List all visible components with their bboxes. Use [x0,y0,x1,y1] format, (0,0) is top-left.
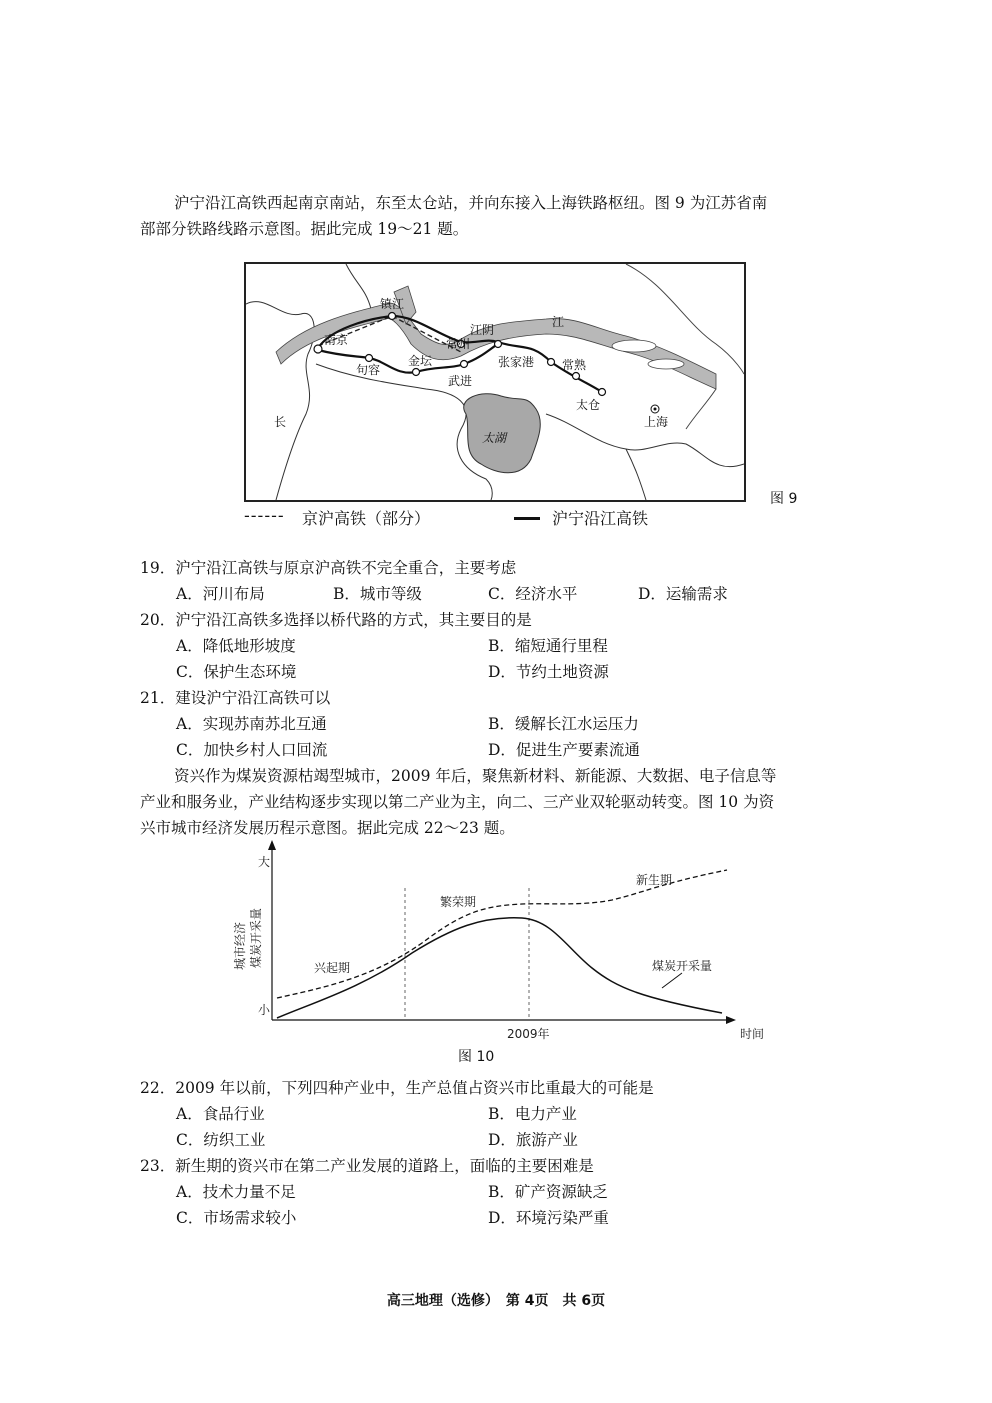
coal-label-pointer [662,973,682,988]
legend-huning-label: 沪宁沿江高铁 [552,509,649,528]
q19-option-d: D．运输需求 [638,585,728,603]
q19-option-b: B．城市等级 [333,585,422,603]
label-jintan: 金坛 [408,354,433,368]
legend-dashed-symbol: ------ [244,506,285,525]
boundary-south [626,449,646,500]
question-20-stem: 20．沪宁沿江高铁多选择以桥代路的方式，其主要目的是 [140,611,532,629]
q21-option-c: C．加快乡村人口回流 [176,741,328,759]
station-taicang [599,389,606,396]
intro-2-line-2: 产业和服务业，产业结构逐步实现以第二产业为主，向二、三产业双轮驱动转变。图 10 为资 [140,793,775,811]
coal-series-label: 煤炭开采量 [652,959,713,973]
y-top-label: 大 [258,855,271,869]
label-jiang: 江 [552,315,565,329]
economy-chart [222,838,772,1048]
q21-option-d: D．促进生产要素流通 [488,741,640,759]
label-zhenjiang: 镇江 [380,297,405,311]
x-axis-label: 时间 [740,1027,765,1041]
y-label-coal: 煤炭开采量 [249,907,263,969]
figure-10-caption: 图 10 [458,1049,495,1065]
series-city-economy [277,870,727,998]
label-nanjing: 南京 [324,333,349,347]
chart-y-arrow [268,840,276,850]
coast-south [686,389,716,429]
label-changshu: 常熟 [562,358,587,372]
shanghai-marker-dot [654,408,657,411]
question-19-stem: 19．沪宁沿江高铁与原京沪高铁不完全重合，主要考虑 [140,559,517,577]
intro-2-line-3: 兴市城市经济发展历程示意图。据此完成 22～23 题。 [140,819,515,837]
label-taicang: 太仓 [576,398,601,412]
railway-map-svg [246,264,744,500]
q20-option-a: A．降低地形坡度 [176,637,296,655]
q21-option-a: A．实现苏南苏北互通 [176,715,327,733]
intro-2-line-1: 资兴作为煤炭资源枯竭型城市，2009 年后，聚焦新材料、新能源、大数据、电子信息等 [174,767,777,785]
label-taihu: 太湖 [482,431,507,445]
x-marker-2009: 2009年 [507,1027,550,1041]
q22-option-a: A．食品行业 [176,1105,265,1123]
intro-1-line-1: 沪宁沿江高铁西起南京南站，东至太仓站，并向东接入上海铁路枢纽。图 9 为江苏省南 [174,194,768,212]
station-nanjing [314,345,322,353]
question-21-stem: 21．建设沪宁沿江高铁可以 [140,689,331,707]
label-zhangjiagang: 张家港 [498,355,535,369]
y-bottom-label: 小 [258,1003,271,1017]
station-jintan [413,369,420,376]
intro-paragraph-2 [140,763,852,841]
q19-option-a: A．河川布局 [176,585,265,603]
island-1 [612,340,656,352]
q23-option-c: C．市场需求较小 [176,1209,297,1227]
label-chang: 长 [274,415,287,429]
q20-option-b: B．缩短通行里程 [488,637,608,655]
phase-boom-label: 繁荣期 [440,895,477,909]
intro-1-line-2: 部部分铁路线路示意图。据此完成 19～21 题。 [140,220,469,238]
q22-option-b: B．电力产业 [488,1105,577,1123]
q22-option-c: C．纺织工业 [176,1131,266,1149]
label-shanghai: 上海 [644,415,669,429]
station-jurong [366,355,373,362]
map-legend [244,506,764,530]
label-wujin: 武进 [448,374,473,388]
q22-option-d: D．旅游产业 [488,1131,578,1149]
boundary-west [246,302,314,500]
question-23-stem: 23．新生期的资兴市在第二产业发展的道路上，面临的主要困难是 [140,1157,594,1175]
label-jurong: 句容 [356,363,381,377]
q20-option-c: C．保护生态环境 [176,663,297,681]
station-zhangjiagang [548,359,555,366]
label-jiangyin: 江阴 [470,323,495,337]
legend-jinghu-label: 京沪高铁（部分） [302,509,431,528]
q20-option-d: D．节约土地资源 [488,663,609,681]
station-changshu [573,373,580,380]
station-zhenjiang [389,313,396,320]
q23-option-b: B．矿产资源缺乏 [488,1183,608,1201]
intro-paragraph-1 [140,190,852,242]
q23-option-a: A．技术力量不足 [176,1183,296,1201]
island-2 [648,359,684,369]
y-label-economy: 城市经济 [233,921,247,971]
station-jiangyin [495,341,502,348]
q19-option-c: C．经济水平 [488,585,578,603]
page-footer: 高三地理（选修） 第 4页 共 6页 [386,1293,606,1309]
figure-9-caption: 图 9 [770,491,798,507]
q23-option-d: D．环境污染严重 [488,1209,609,1227]
phase-renewal-label: 新生期 [636,873,673,887]
station-wujin [461,361,468,368]
railway-map [244,262,746,502]
q21-option-b: B．缓解长江水运压力 [488,715,639,733]
label-changzhou: 常州 [446,337,471,351]
legend-solid-symbol [514,517,540,520]
question-22-stem: 22．2009 年以前，下列四种产业中，生产总值占资兴市比重最大的可能是 [140,1079,654,1097]
chart-x-arrow [726,1016,736,1024]
phase-rise-label: 兴起期 [314,961,351,975]
